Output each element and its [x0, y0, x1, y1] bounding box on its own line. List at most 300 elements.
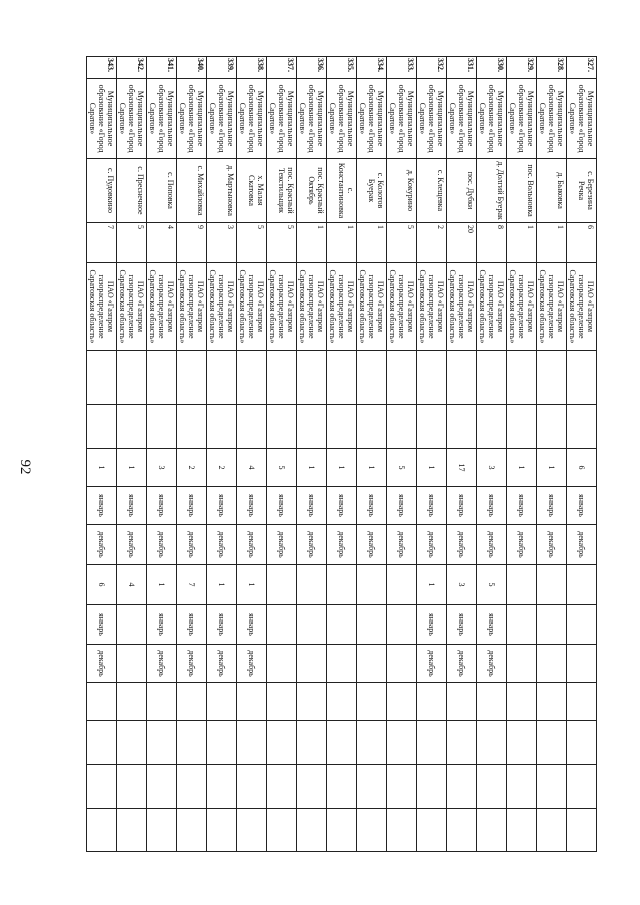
- table-row: [567, 57, 597, 852]
- empty-cell: [537, 683, 567, 721]
- table-row: [387, 57, 417, 852]
- table-body: [87, 57, 597, 852]
- municipality-cell: Муниципальное образование «Город Саратов»: [327, 79, 357, 159]
- locality-cell: д. Быковка: [537, 159, 567, 223]
- end-month-2-cell: [297, 645, 327, 683]
- count-period-2-cell: 3: [447, 565, 477, 605]
- end-month-1-cell: декабрь: [447, 525, 477, 565]
- start-month-2-cell: [567, 605, 597, 645]
- empty-cell: [177, 721, 207, 765]
- empty-cell: [417, 405, 447, 449]
- end-month-2-cell: [567, 645, 597, 683]
- empty-cell: [477, 765, 507, 809]
- count-period-1-cell: 1: [327, 449, 357, 487]
- end-month-2-cell: [387, 645, 417, 683]
- empty-cell: [537, 721, 567, 765]
- organization-cell: ПАО «Газпром газораспределение Саратовская область»: [507, 263, 537, 351]
- start-month-1-cell: январь: [567, 487, 597, 525]
- start-month-2-cell: январь: [177, 605, 207, 645]
- row-number: 335.: [327, 57, 357, 79]
- table-row: [327, 57, 357, 852]
- locality-cell: с. Клещевка: [417, 159, 447, 223]
- end-month-2-cell: декабрь: [477, 645, 507, 683]
- start-month-1-cell: январь: [177, 487, 207, 525]
- municipality-cell: Муниципальное образование «Город Саратов»: [357, 79, 387, 159]
- empty-cell: [447, 405, 477, 449]
- empty-cell: [297, 405, 327, 449]
- empty-cell: [477, 405, 507, 449]
- row-number: 338.: [237, 57, 267, 79]
- count-period-1-cell: 1: [297, 449, 327, 487]
- start-month-1-cell: январь: [207, 487, 237, 525]
- empty-cell: [567, 683, 597, 721]
- end-month-2-cell: декабрь: [447, 645, 477, 683]
- count-period-1-cell: 2: [177, 449, 207, 487]
- municipality-cell: Муниципальное образование «Город Саратов»: [117, 79, 147, 159]
- count-period-1-cell: 4: [237, 449, 267, 487]
- municipality-cell: Муниципальное образование «Город Саратов»: [237, 79, 267, 159]
- empty-cell: [237, 721, 267, 765]
- end-month-1-cell: декабрь: [567, 525, 597, 565]
- organization-cell: ПАО «Газпром газораспределение Саратовская область»: [117, 263, 147, 351]
- count-period-2-cell: 1: [147, 565, 177, 605]
- organization-cell: ПАО «Газпром газораспределение Саратовская область»: [417, 263, 447, 351]
- table-row: [297, 57, 327, 852]
- start-month-1-cell: январь: [117, 487, 147, 525]
- row-number: 340.: [177, 57, 207, 79]
- start-month-2-cell: [387, 605, 417, 645]
- municipality-cell: Муниципальное образование «Город Саратов»: [417, 79, 447, 159]
- empty-cell: [117, 721, 147, 765]
- organization-cell: ПАО «Газпром газораспределение Саратовская область»: [177, 263, 207, 351]
- count-period-1-cell: 2: [207, 449, 237, 487]
- empty-cell: [87, 683, 117, 721]
- total-count-cell: 5: [267, 223, 297, 263]
- empty-cell: [357, 405, 387, 449]
- empty-cell: [537, 405, 567, 449]
- start-month-2-cell: январь: [417, 605, 447, 645]
- empty-cell: [87, 351, 117, 405]
- count-period-2-cell: 4: [117, 565, 147, 605]
- count-period-2-cell: [267, 565, 297, 605]
- empty-cell: [207, 351, 237, 405]
- empty-cell: [447, 683, 477, 721]
- locality-cell: с. Березина Речка: [567, 159, 597, 223]
- organization-cell: ПАО «Газпром газораспределение Саратовская область»: [567, 263, 597, 351]
- empty-cell: [507, 765, 537, 809]
- table-row: [237, 57, 267, 852]
- empty-cell: [237, 351, 267, 405]
- empty-cell: [267, 683, 297, 721]
- municipality-cell: Муниципальное образование «Город Саратов»: [297, 79, 327, 159]
- start-month-1-cell: январь: [297, 487, 327, 525]
- empty-cell: [147, 351, 177, 405]
- count-period-1-cell: 3: [477, 449, 507, 487]
- empty-cell: [447, 809, 477, 852]
- end-month-2-cell: декабрь: [177, 645, 207, 683]
- empty-cell: [177, 405, 207, 449]
- count-period-2-cell: 1: [237, 565, 267, 605]
- organization-cell: ПАО «Газпром газораспределение Саратовская область»: [387, 263, 417, 351]
- municipality-cell: Муниципальное образование «Город Саратов»: [387, 79, 417, 159]
- locality-cell: с. Пудовкино: [87, 159, 117, 223]
- empty-cell: [537, 351, 567, 405]
- empty-cell: [117, 809, 147, 852]
- empty-cell: [267, 351, 297, 405]
- organization-cell: ПАО «Газпром газораспределение Саратовская область»: [267, 263, 297, 351]
- count-period-2-cell: [357, 565, 387, 605]
- table-row: [267, 57, 297, 852]
- organization-cell: ПАО «Газпром газораспределение Саратовская область»: [537, 263, 567, 351]
- organization-cell: ПАО «Газпром газораспределение Саратовская область»: [87, 263, 117, 351]
- end-month-2-cell: [357, 645, 387, 683]
- empty-cell: [237, 405, 267, 449]
- start-month-1-cell: январь: [417, 487, 447, 525]
- count-period-2-cell: [387, 565, 417, 605]
- end-month-1-cell: декабрь: [297, 525, 327, 565]
- total-count-cell: 7: [87, 223, 117, 263]
- empty-cell: [177, 351, 207, 405]
- empty-cell: [207, 683, 237, 721]
- end-month-1-cell: декабрь: [177, 525, 207, 565]
- empty-cell: [327, 351, 357, 405]
- municipality-cell: Муниципальное образование «Город Саратов»: [447, 79, 477, 159]
- empty-cell: [387, 405, 417, 449]
- end-month-2-cell: [537, 645, 567, 683]
- empty-cell: [207, 765, 237, 809]
- start-month-1-cell: январь: [87, 487, 117, 525]
- row-number: 336.: [297, 57, 327, 79]
- locality-cell: с. Колотов Буерак: [357, 159, 387, 223]
- empty-cell: [267, 809, 297, 852]
- total-count-cell: 5: [387, 223, 417, 263]
- end-month-1-cell: декабрь: [267, 525, 297, 565]
- locality-cell: х. Малая Скатовка: [237, 159, 267, 223]
- table-row: [177, 57, 207, 852]
- table-row: [147, 57, 177, 852]
- empty-cell: [327, 721, 357, 765]
- empty-cell: [297, 809, 327, 852]
- empty-cell: [297, 683, 327, 721]
- municipality-cell: Муниципальное образование «Город Саратов»: [537, 79, 567, 159]
- empty-cell: [477, 351, 507, 405]
- row-number: 328.: [537, 57, 567, 79]
- empty-cell: [327, 809, 357, 852]
- row-number: 333.: [387, 57, 417, 79]
- municipality-cell: Муниципальное образование «Город Саратов»: [267, 79, 297, 159]
- end-month-2-cell: декабрь: [147, 645, 177, 683]
- end-month-1-cell: декабрь: [327, 525, 357, 565]
- empty-cell: [267, 405, 297, 449]
- empty-cell: [147, 721, 177, 765]
- start-month-1-cell: январь: [507, 487, 537, 525]
- empty-cell: [417, 721, 447, 765]
- start-month-2-cell: январь: [147, 605, 177, 645]
- page-number: 92: [17, 459, 33, 475]
- start-month-2-cell: [297, 605, 327, 645]
- empty-cell: [417, 351, 447, 405]
- empty-cell: [177, 765, 207, 809]
- empty-cell: [567, 721, 597, 765]
- count-period-1-cell: 17: [447, 449, 477, 487]
- count-period-2-cell: [297, 565, 327, 605]
- table-row: [447, 57, 477, 852]
- count-period-2-cell: 1: [417, 565, 447, 605]
- empty-cell: [327, 683, 357, 721]
- organization-cell: ПАО «Газпром газораспределение Саратовская область»: [357, 263, 387, 351]
- end-month-1-cell: декабрь: [237, 525, 267, 565]
- empty-cell: [117, 351, 147, 405]
- empty-cell: [477, 683, 507, 721]
- total-count-cell: 2: [417, 223, 447, 263]
- empty-cell: [417, 765, 447, 809]
- empty-cell: [297, 351, 327, 405]
- empty-cell: [267, 765, 297, 809]
- rotated-table-container: [87, 56, 597, 846]
- start-month-2-cell: январь: [207, 605, 237, 645]
- end-month-2-cell: декабрь: [237, 645, 267, 683]
- end-month-1-cell: декабрь: [507, 525, 537, 565]
- count-period-1-cell: 6: [567, 449, 597, 487]
- empty-cell: [537, 765, 567, 809]
- row-number: 334.: [357, 57, 387, 79]
- empty-cell: [327, 765, 357, 809]
- empty-cell: [207, 809, 237, 852]
- table-row: [357, 57, 387, 852]
- locality-cell: пос. Дубки: [447, 159, 477, 223]
- end-month-2-cell: декабрь: [417, 645, 447, 683]
- total-count-cell: 1: [357, 223, 387, 263]
- empty-cell: [387, 721, 417, 765]
- data-table: [86, 56, 597, 852]
- end-month-2-cell: декабрь: [207, 645, 237, 683]
- end-month-2-cell: [117, 645, 147, 683]
- locality-cell: д. Кокурино: [387, 159, 417, 223]
- empty-cell: [507, 809, 537, 852]
- count-period-1-cell: 5: [387, 449, 417, 487]
- locality-cell: д. Мартыновка: [207, 159, 237, 223]
- empty-cell: [507, 351, 537, 405]
- table-row: [507, 57, 537, 852]
- start-month-2-cell: [267, 605, 297, 645]
- empty-cell: [477, 809, 507, 852]
- table-row: [207, 57, 237, 852]
- count-period-1-cell: 1: [357, 449, 387, 487]
- start-month-2-cell: январь: [87, 605, 117, 645]
- empty-cell: [237, 683, 267, 721]
- end-month-1-cell: декабрь: [87, 525, 117, 565]
- total-count-cell: 5: [237, 223, 267, 263]
- count-period-2-cell: [537, 565, 567, 605]
- start-month-1-cell: январь: [447, 487, 477, 525]
- empty-cell: [477, 721, 507, 765]
- start-month-1-cell: январь: [267, 487, 297, 525]
- start-month-2-cell: [537, 605, 567, 645]
- row-number: 332.: [417, 57, 447, 79]
- row-number: 337.: [267, 57, 297, 79]
- empty-cell: [117, 765, 147, 809]
- start-month-1-cell: январь: [147, 487, 177, 525]
- empty-cell: [327, 405, 357, 449]
- empty-cell: [87, 405, 117, 449]
- empty-cell: [177, 809, 207, 852]
- locality-cell: с. Михайловка: [177, 159, 207, 223]
- end-month-1-cell: декабрь: [207, 525, 237, 565]
- start-month-1-cell: январь: [357, 487, 387, 525]
- organization-cell: ПАО «Газпром газораспределение Саратовская область»: [327, 263, 357, 351]
- start-month-1-cell: январь: [327, 487, 357, 525]
- total-count-cell: 1: [297, 223, 327, 263]
- empty-cell: [387, 765, 417, 809]
- end-month-2-cell: декабрь: [87, 645, 117, 683]
- total-count-cell: 1: [507, 223, 537, 263]
- count-period-1-cell: 1: [507, 449, 537, 487]
- empty-cell: [417, 683, 447, 721]
- empty-cell: [507, 405, 537, 449]
- municipality-cell: Муниципальное образование «Город Саратов»: [147, 79, 177, 159]
- organization-cell: ПАО «Газпром газораспределение Саратовская область»: [147, 263, 177, 351]
- empty-cell: [567, 351, 597, 405]
- row-number: 343.: [87, 57, 117, 79]
- empty-cell: [237, 809, 267, 852]
- start-month-1-cell: январь: [537, 487, 567, 525]
- count-period-2-cell: 6: [87, 565, 117, 605]
- row-number: 331.: [447, 57, 477, 79]
- empty-cell: [147, 765, 177, 809]
- municipality-cell: Муниципальное образование «Город Саратов»: [207, 79, 237, 159]
- empty-cell: [507, 721, 537, 765]
- empty-cell: [417, 809, 447, 852]
- count-period-2-cell: [507, 565, 537, 605]
- empty-cell: [357, 351, 387, 405]
- empty-cell: [147, 405, 177, 449]
- table-row: [117, 57, 147, 852]
- municipality-cell: Муниципальное образование «Город Саратов»: [87, 79, 117, 159]
- locality-cell: пос. Вольновка: [507, 159, 537, 223]
- empty-cell: [207, 405, 237, 449]
- total-count-cell: 20: [447, 223, 477, 263]
- empty-cell: [447, 351, 477, 405]
- empty-cell: [447, 721, 477, 765]
- municipality-cell: Муниципальное образование «Город Саратов»: [567, 79, 597, 159]
- empty-cell: [87, 721, 117, 765]
- empty-cell: [267, 721, 297, 765]
- empty-cell: [567, 809, 597, 852]
- empty-cell: [357, 765, 387, 809]
- row-number: 330.: [477, 57, 507, 79]
- empty-cell: [567, 405, 597, 449]
- start-month-1-cell: январь: [237, 487, 267, 525]
- start-month-1-cell: январь: [477, 487, 507, 525]
- empty-cell: [357, 809, 387, 852]
- empty-cell: [177, 683, 207, 721]
- municipality-cell: Муниципальное образование «Город Саратов»: [177, 79, 207, 159]
- total-count-cell: 8: [477, 223, 507, 263]
- end-month-1-cell: декабрь: [537, 525, 567, 565]
- empty-cell: [357, 721, 387, 765]
- organization-cell: ПАО «Газпром газораспределение Саратовская область»: [207, 263, 237, 351]
- empty-cell: [297, 765, 327, 809]
- table-row: [537, 57, 567, 852]
- count-period-1-cell: 1: [117, 449, 147, 487]
- row-number: 341.: [147, 57, 177, 79]
- municipality-cell: Муниципальное образование «Город Саратов»: [477, 79, 507, 159]
- row-number: 327.: [567, 57, 597, 79]
- total-count-cell: 1: [537, 223, 567, 263]
- organization-cell: ПАО «Газпром газораспределение Саратовская область»: [447, 263, 477, 351]
- table-row: [417, 57, 447, 852]
- end-month-2-cell: [267, 645, 297, 683]
- empty-cell: [297, 721, 327, 765]
- start-month-1-cell: январь: [387, 487, 417, 525]
- empty-cell: [387, 809, 417, 852]
- end-month-1-cell: декабрь: [387, 525, 417, 565]
- empty-cell: [237, 765, 267, 809]
- empty-cell: [87, 809, 117, 852]
- table-row: [477, 57, 507, 852]
- organization-cell: ПАО «Газпром газораспределение Саратовская область»: [297, 263, 327, 351]
- empty-cell: [387, 351, 417, 405]
- total-count-cell: 4: [147, 223, 177, 263]
- count-period-2-cell: 1: [207, 565, 237, 605]
- empty-cell: [357, 683, 387, 721]
- empty-cell: [507, 683, 537, 721]
- end-month-2-cell: [327, 645, 357, 683]
- start-month-2-cell: январь: [477, 605, 507, 645]
- end-month-1-cell: декабрь: [117, 525, 147, 565]
- locality-cell: с. Преснечное: [117, 159, 147, 223]
- count-period-1-cell: 1: [537, 449, 567, 487]
- count-period-2-cell: 7: [177, 565, 207, 605]
- total-count-cell: 1: [327, 223, 357, 263]
- end-month-1-cell: декабрь: [357, 525, 387, 565]
- start-month-2-cell: январь: [237, 605, 267, 645]
- total-count-cell: 5: [117, 223, 147, 263]
- empty-cell: [87, 765, 117, 809]
- count-period-1-cell: 1: [417, 449, 447, 487]
- empty-cell: [147, 683, 177, 721]
- table-row: [87, 57, 117, 852]
- count-period-1-cell: 5: [267, 449, 297, 487]
- end-month-2-cell: [507, 645, 537, 683]
- locality-cell: д. Долгий Буерак: [477, 159, 507, 223]
- empty-cell: [447, 765, 477, 809]
- start-month-2-cell: [117, 605, 147, 645]
- count-period-1-cell: 1: [87, 449, 117, 487]
- count-period-2-cell: [567, 565, 597, 605]
- empty-cell: [387, 683, 417, 721]
- total-count-cell: 6: [567, 223, 597, 263]
- empty-cell: [567, 765, 597, 809]
- row-number: 329.: [507, 57, 537, 79]
- end-month-1-cell: декабрь: [477, 525, 507, 565]
- row-number: 339.: [207, 57, 237, 79]
- empty-cell: [117, 683, 147, 721]
- municipality-cell: Муниципальное образование «Город Саратов»: [507, 79, 537, 159]
- count-period-2-cell: [327, 565, 357, 605]
- end-month-1-cell: декабрь: [147, 525, 177, 565]
- organization-cell: ПАО «Газпром газораспределение Саратовская область»: [477, 263, 507, 351]
- start-month-2-cell: [357, 605, 387, 645]
- locality-cell: с. Константиновка: [327, 159, 357, 223]
- count-period-2-cell: 5: [477, 565, 507, 605]
- end-month-1-cell: декабрь: [417, 525, 447, 565]
- empty-cell: [207, 721, 237, 765]
- empty-cell: [537, 809, 567, 852]
- total-count-cell: 3: [207, 223, 237, 263]
- row-number: 342.: [117, 57, 147, 79]
- count-period-1-cell: 3: [147, 449, 177, 487]
